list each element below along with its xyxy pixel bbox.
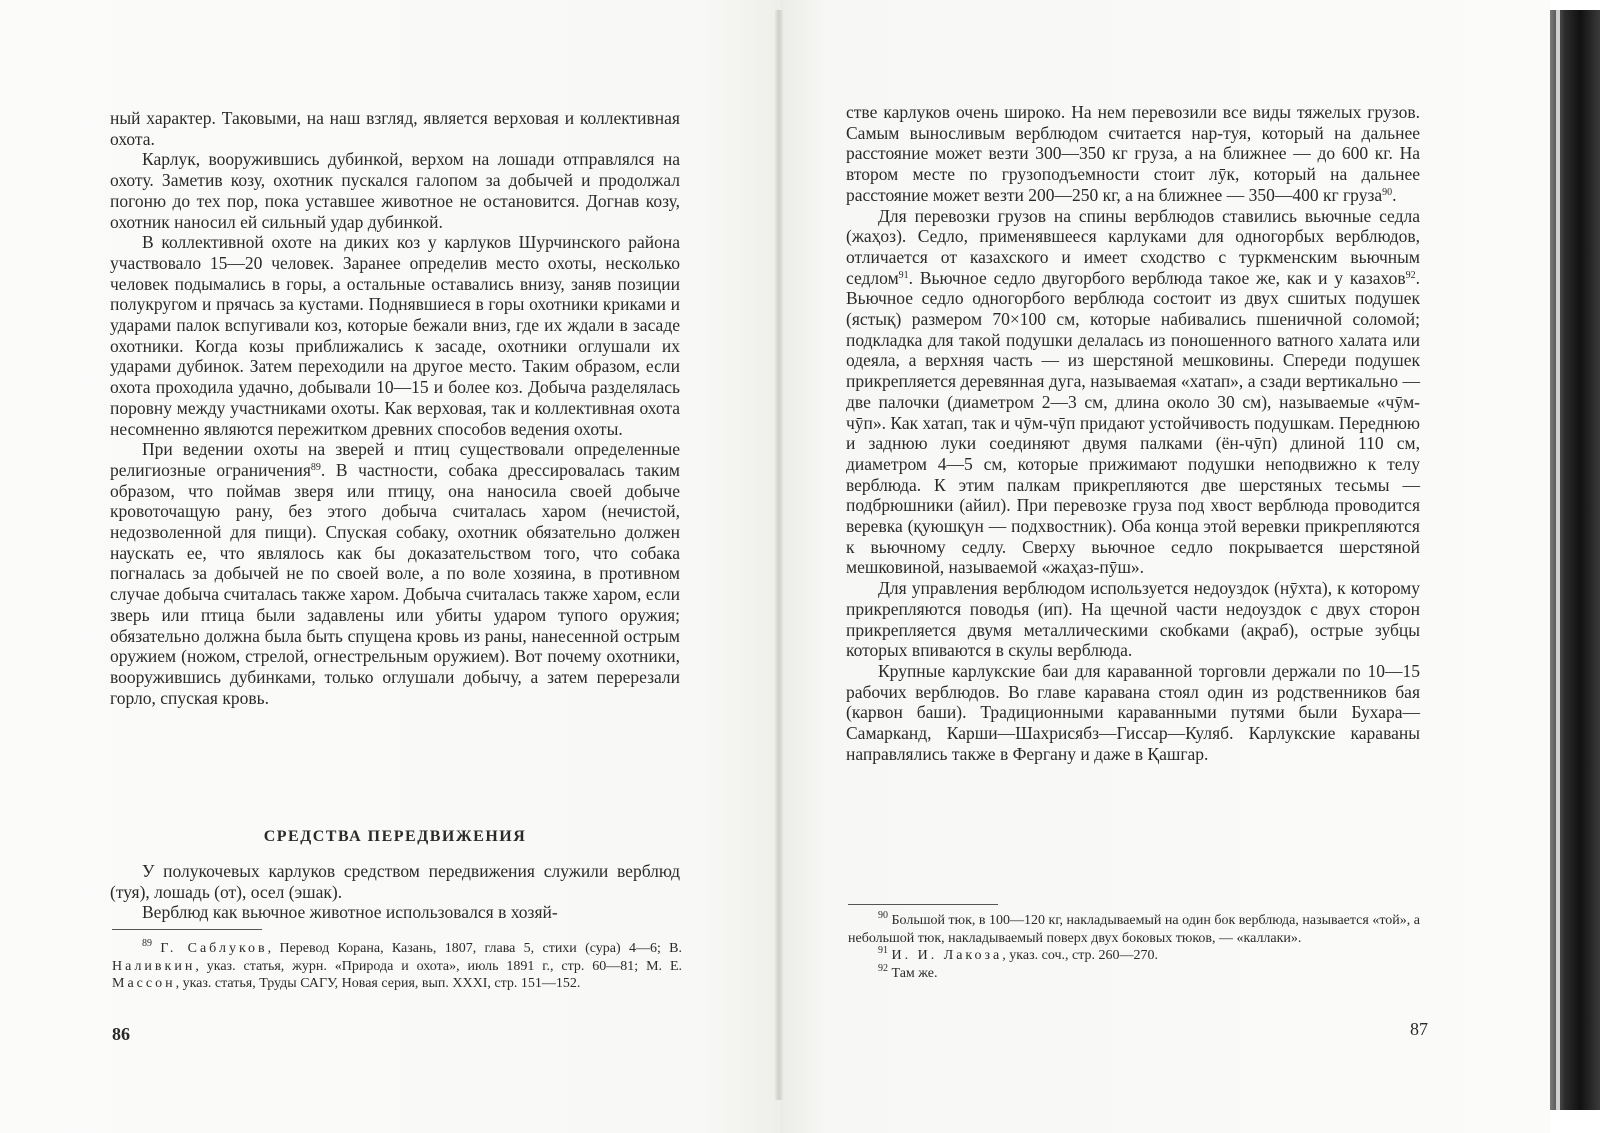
footnote-number: 92 xyxy=(878,962,888,974)
footnote-number: 91 xyxy=(878,945,888,956)
paragraph-text: . xyxy=(1392,184,1397,205)
footnote-text: , указ. статья, журн. «Природа и охота», июль 1891 г., стр. 60—81; М. Е. xyxy=(195,958,682,974)
footnote-text: Большой тюк, в 100—120 кг, накладываемый на один бок верблюда, называется «той», а небольшой тюк, накладываемый поверх двух боковых тюков, — «каллаки». xyxy=(848,913,1420,946)
paragraph-text: . В частности, собака дрессировалась таким образом, что поймав зверя или птицу, она наносила своей добыче кровоточащую рану, без этого добыча считалась харом (нечистой, недозволенной для пищи). Спуская собаку, охотник обязательно должен наускать ее, что являлось как бы доказательством того, что собака погналась за добычей не по своей воле, а по воле хозяина, в противном случае добыча считалась также харом. Добыча считалась также харом, если зверь или птица были задавлены или убиты ударом тупого оружия; обязательно должна была быть спущена кровь из раны, нанесенной острым оружием (ножом, стрелой, огнестрельным оружием). Вот почему охотники, вооружившись дубинками, только оглушали добычу, а затем перерезали горло, спуская кровь. xyxy=(110,459,680,708)
page-number: 87 xyxy=(1410,1019,1428,1039)
paragraph xyxy=(846,102,1420,206)
footnote-text: , указ. соч., стр. 260—270. xyxy=(1002,948,1158,963)
footnote-ref: 91 xyxy=(898,269,909,281)
left-footnotes xyxy=(112,940,682,993)
footnote-number: 89 xyxy=(142,938,152,949)
paragraph-text: Для перевозки грузов на спины верблюдов ставились вьючные седла (жаҳоз). Седло, применявшееся карлуками для одногорбых верблюдов, отличается от казахского и имеет сходство с туркменским вьючным седлом xyxy=(846,205,1420,288)
footnote-ref: 90 xyxy=(1382,186,1393,198)
left-page-body xyxy=(110,108,680,708)
footnote-ref: 89 xyxy=(310,461,321,473)
right-page-body xyxy=(846,102,1420,765)
footnote-divider xyxy=(112,929,262,930)
footnote-text: , указ. статья, Труды САГУ, Новая серия, вып. XXXI, стр. 151—152. xyxy=(175,976,581,991)
left-page-body-bottom xyxy=(110,861,680,923)
paragraph-text: При ведении охоты на зверей и птиц существовали определенные религиозные ограничения xyxy=(110,439,680,480)
binding-highlight xyxy=(1556,10,1560,1110)
footnote-text: Там же. xyxy=(891,965,938,981)
footnote-author: И. И. Лакоза xyxy=(891,948,1003,963)
section-heading: СРЕДСТВА ПЕРЕДВИЖЕНИЯ xyxy=(263,828,527,845)
footnote xyxy=(848,912,1420,947)
footnote xyxy=(112,940,682,993)
book-gutter xyxy=(775,10,783,1100)
footnote-ref: 92 xyxy=(1405,269,1416,281)
paragraph xyxy=(110,439,680,708)
paragraph: Крупные карлукские баи для караванной торговли держали по 10—15 рабочих верблюдов. Во главе каравана стоял один из родственников бая (карвон баши). Традиционными караванными путями были Бухара—Самарканд, Карши—Шахрисябз—Гиссар—Куляб. Карлукские караваны направлялись также в Фергану и даже в Қашгар. xyxy=(846,660,1420,764)
right-footnotes xyxy=(848,912,1420,982)
paragraph-text: . Вьючное седло одногорбого верблюда состоит из двух сшитых подушек (ястық) размером 70×100 см, которые набивались пшеничной соломой; подкладка для такой подушки делалась из поношенного ватного халата или одеяла, а верхняя часть — из шерстяной мешковины. Спереди подушек прикрепляется деревянная дуга, называемая «хатап», а сзади вертикально — две палочки (диаметром 2—3 см, длина около 30 см), называемые «чӯм-чӯп». Как хатап, так и чӯм-чӯп придают устойчивость подушкам. Переднюю и заднюю луки соединяют двумя палками (ён-чӯп) длиной 110 см, диаметром 4—5 см, которые прижимают подушки неподвижно к телу верблюда. К этим палкам прикрепляются две шерстяных тесьмы — подбрюшники (айил). При перевозке груза под хвост верблюда проводится веревка (қуюшқун — подхвостник). Оба конца этой веревки прикрепляются к вьючному седлу. Сверху вьючное седло покрывается шерстяной мешковиной, называемой «жаҳаз-пӯш». xyxy=(846,267,1420,578)
page-number: 86 xyxy=(112,1024,130,1044)
paragraph: ный характер. Таковыми, на наш взгляд, является верховая и коллективная охота. xyxy=(110,108,680,149)
footnote-text: , Перевод Корана, Казань, 1807, глава 5, стихи (сура) 4—6; В. xyxy=(267,941,683,956)
paragraph-text: . Вьючное седло двугорбого верблюда такое же, как и у казахов xyxy=(908,267,1406,288)
footnote xyxy=(848,962,1420,983)
footnote-author: Массон xyxy=(112,976,176,991)
footnote xyxy=(848,947,1420,965)
paragraph: Верблюд как вьючное животное использовался в хозяй- xyxy=(142,902,558,923)
footnote-number: 90 xyxy=(878,910,888,921)
paragraph: Карлук, вооружившись дубинкой, верхом на лошади отправлялся на охоту. Заметив козу, охотник пускался галопом за добычей и продолжал погоню до тех пор, пока уставшее животное не остановится. Догнав козу, охотник наносил ей сильный удар дубинкой. xyxy=(110,149,680,232)
paragraph: В коллективной охоте на диких коз у карлуков Шурчинского района участвовало 15—20 человек. Заранее определив место охоты, несколько человек подымались в горы, а остальные оставались внизу, заняв позиции полукругом и прячась за кустами. Поднявшиеся в горы охотники криками и ударами палок вспугивали коз, которые бежали вниз, где их ждали в засаде охотники. Когда козы приближались к засаде, охотники оглушали их ударами дубинок. Затем переходили на другое место. Таким образом, если охота проходила удачно, добывали 10—15 и более коз. Добыча разделялась поровну между участниками охоты. Как верховая, так и коллективная охота несомненно являются пережитком древних способов ведения охоты. xyxy=(110,232,680,439)
footnote-author: Г. Саблуков xyxy=(160,941,268,956)
paragraph xyxy=(846,206,1420,579)
footnote-divider xyxy=(848,904,998,905)
paragraph: Для управления верблюдом используется недоуздок (нӯхта), к которому прикрепляются поводья (ип). На щечной части недоуздок с двух сторон прикрепляется двумя металлическими скобками (ақраб), острые зубцы которых впиваются в скулы верблюда. xyxy=(846,578,1420,661)
paragraph: У полукочевых карлуков средством передвижения служили верблюд (туя), лошадь (от), осел (эшак). xyxy=(110,861,680,902)
paragraph-text: стве карлуков очень широко. На нем перевозили все виды тяжелых грузов. Самым выносливым верблюдом считается нар-туя, который на дальнее расстояние может везти 300—350 кг груза, а на ближнее — до 600 кг. На втором месте по грузоподъемности стоит лӯк, который на дальнее расстояние может везти 200—250 кг, а на ближнее — 350—400 кг груза xyxy=(846,102,1420,205)
footnote-author: Наливкин xyxy=(112,958,196,974)
